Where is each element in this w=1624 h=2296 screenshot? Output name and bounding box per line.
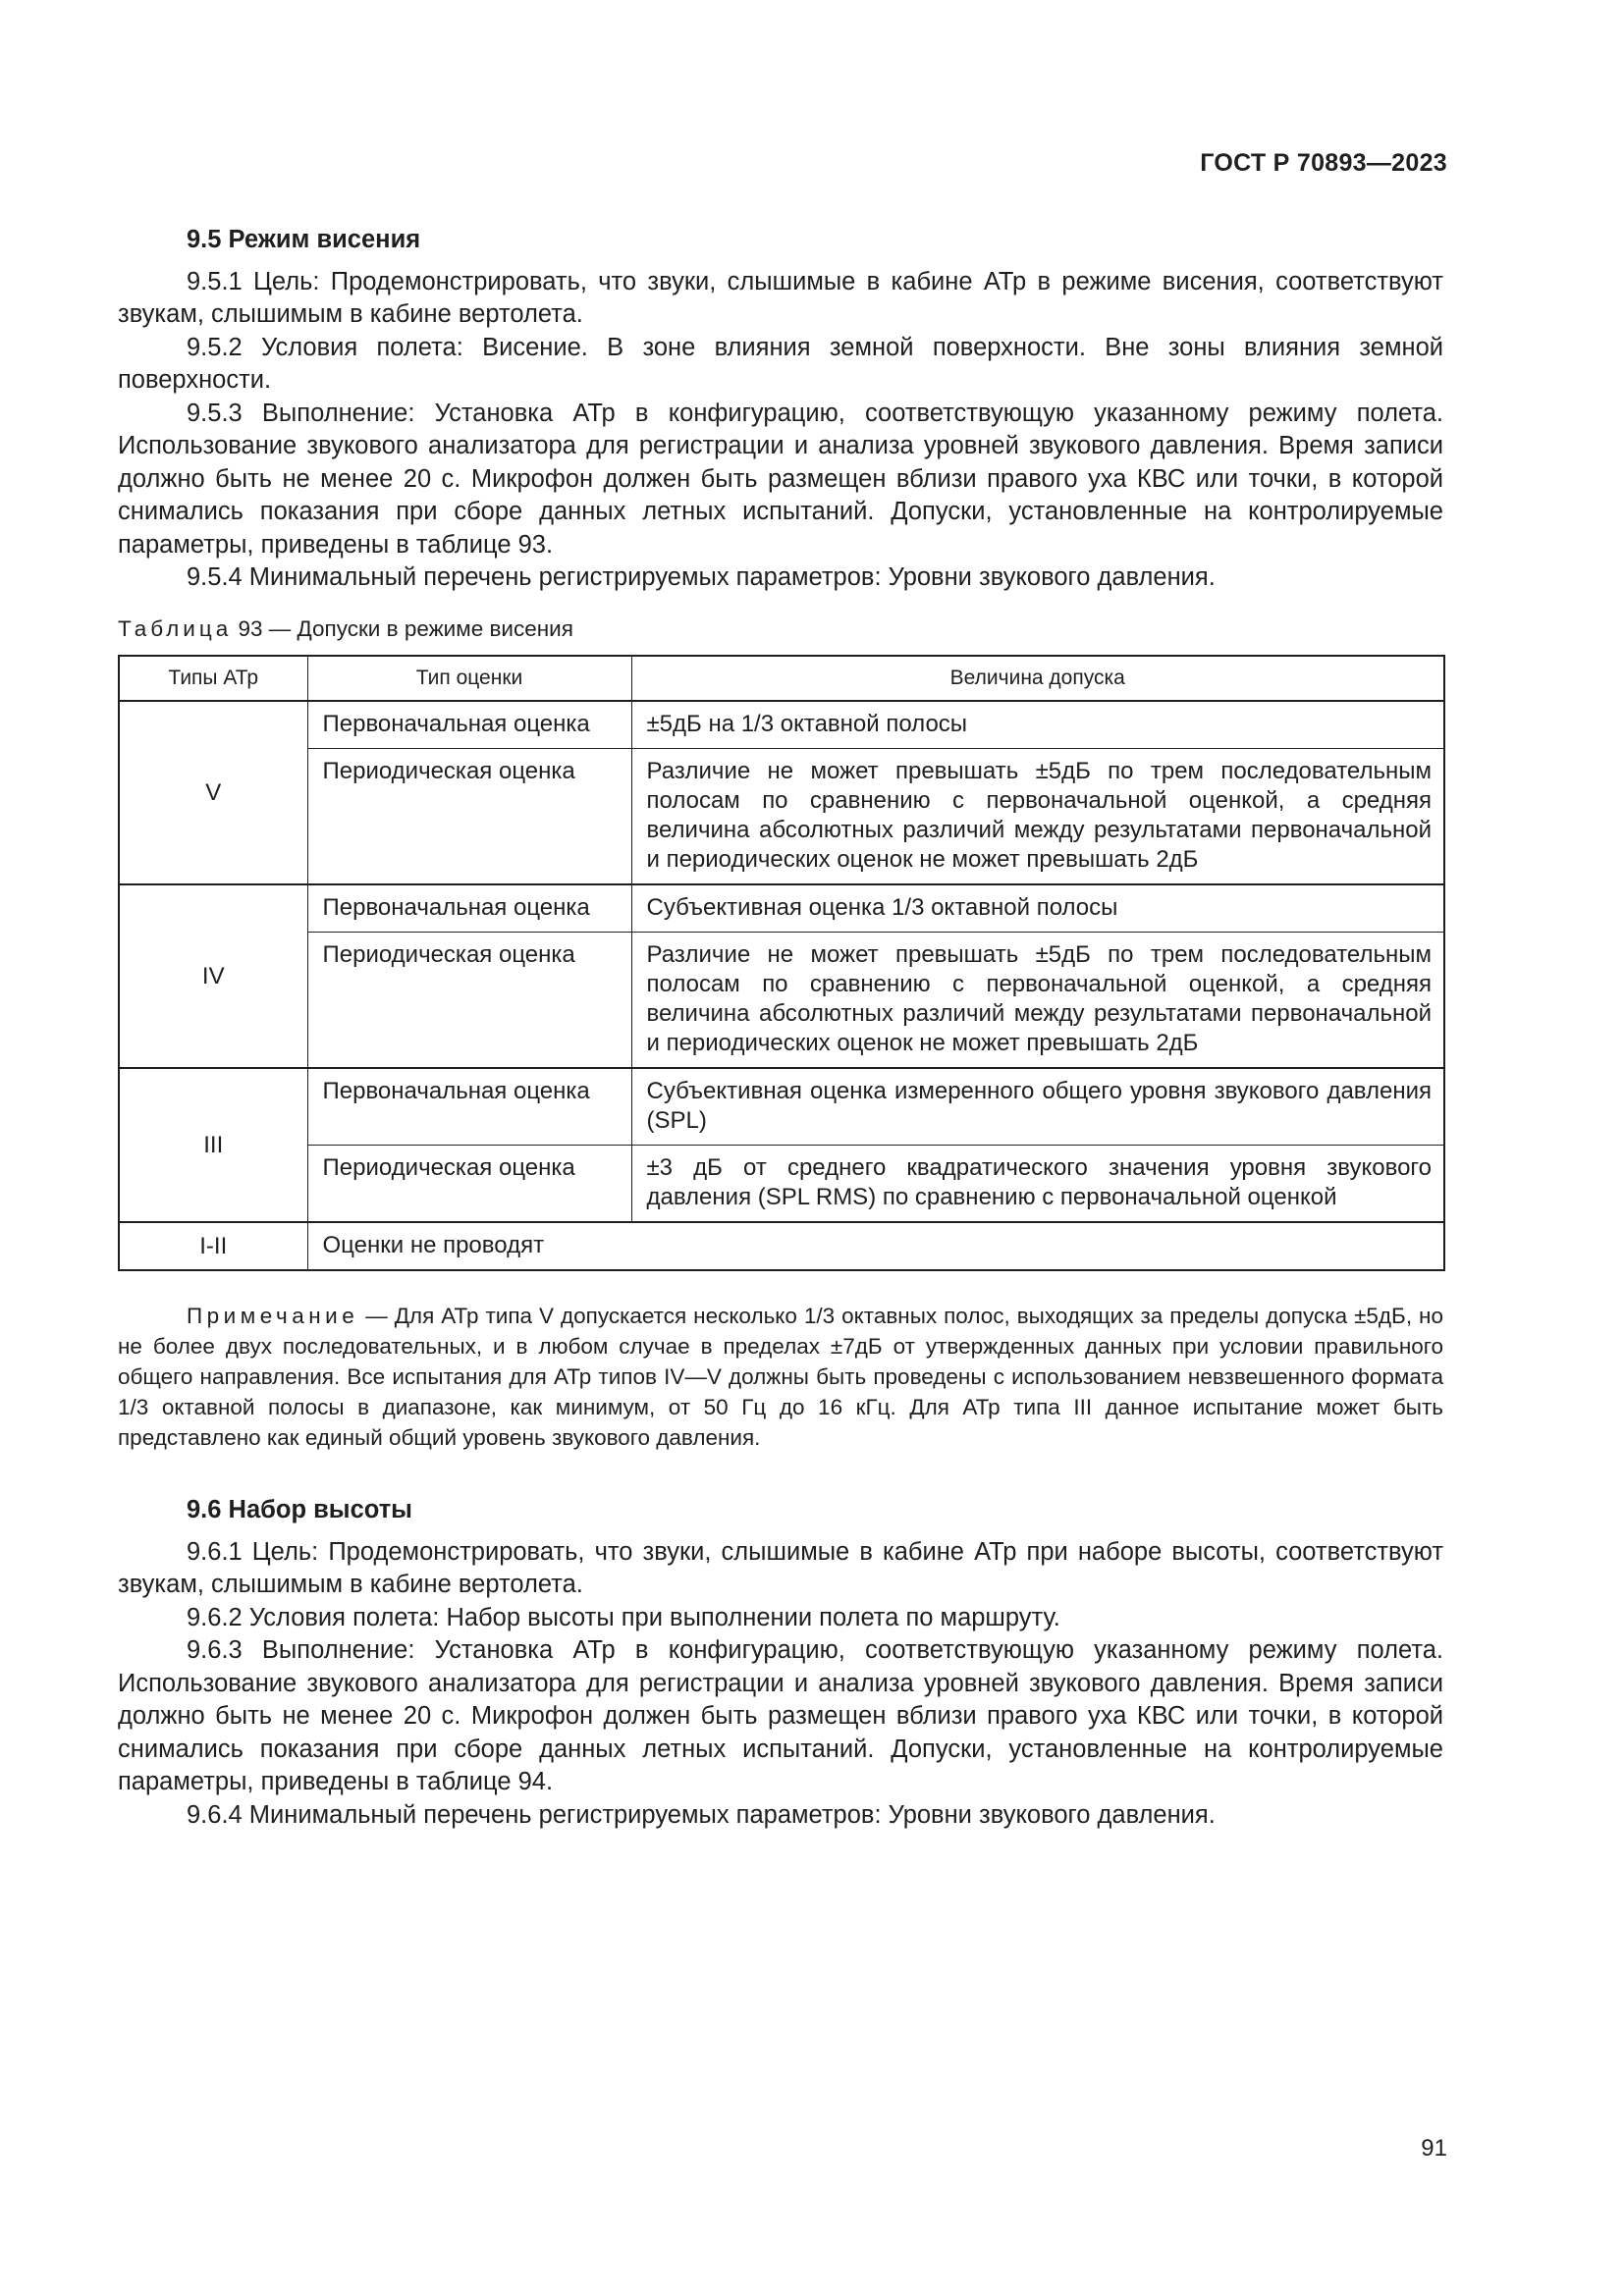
paragraph-9-6-4: 9.6.4 Минимальный перечень регистрируемых параметров: Уровни звукового давления. [187,1800,1216,1829]
paragraph-9-6-2: 9.6.2 Условия полета: Набор высоты при выполнении полета по маршруту. [187,1603,1060,1631]
page-number: 91 [1421,2135,1447,2162]
tolerance-cell: Различие не может превышать ±5дБ по трем последовательным полосам по сравнению с первоначальной оценкой, а средняя величина абсолютных различий между результатами первоначальной и периодических оценок не может превышать 2дБ [631,933,1444,1069]
table-header-row [119,656,1444,701]
section-title-9-5: 9.5 Режим висения [187,226,421,253]
tolerance-cell: ±5дБ на 1/3 октавной полосы [631,701,1444,749]
note-label: Примечание [187,1304,359,1328]
table-note [118,1301,1443,1453]
tolerance-table [118,655,1445,1271]
paragraph-9-5-2: 9.5.2 Условия полета: Висение. В зоне влияния земной поверхности. Вне зоны влияния земной поверхности. [118,333,1443,394]
table-row [119,933,1444,1069]
assessment-cell: Первоначальная оценка [307,701,631,749]
section-title-9-6: 9.6 Набор высоты [187,1496,412,1523]
table-row [119,1146,1444,1223]
table-row [119,884,1444,933]
table-caption-text: 93 — Допуски в режиме висения [238,615,573,641]
tolerance-cell: Субъективная оценка измеренного общего уровня звукового давления (SPL) [631,1068,1444,1146]
type-cell-i-ii: I-II [119,1222,307,1270]
table-row [119,1068,1444,1146]
tolerance-cell: ±3 дБ от среднего квадратического значения уровня звукового давления (SPL RMS) по сравнению с первоначальной оценкой [631,1146,1444,1223]
type-cell-v: V [119,701,307,884]
table-caption [118,613,1443,646]
paragraph-9-5-1: 9.5.1 Цель: Продемонстрировать, что звуки, слышимые в кабине АТр в режиме висения, соответствуют звукам, слышимым в кабине вертолета. [118,267,1443,328]
header-sim-types: Типы АТр [119,656,307,701]
note-text: — Для АТр типа V допускается несколько 1/3 октавных полос, выходящих за пределы допуска ±5дБ, но не более двух последовательных, и в любом случае в пределах ±7дБ от утвержденных данных при условии правильного общего направления. Все испытания для АТр типов IV—V должны быть проведены с использованием невзвешенного формата 1/3 октавной полосы в диапазоне, как минимум, от 50 Гц до 16 кГц. Для АТр типа III данное испытание может быть представлено как единый общий уровень звукового давления. [118,1304,1443,1450]
assessment-cell: Периодическая оценка [307,933,631,1069]
no-assessment-cell: Оценки не проводят [307,1222,1444,1270]
document-id: ГОСТ Р 70893—2023 [1200,149,1447,177]
paragraph-9-6-1: 9.6.1 Цель: Продемонстрировать, что звуки, слышимые в кабине АТр при наборе высоты, соответствуют звукам, слышимым в кабине вертолета. [118,1537,1443,1598]
type-cell-iv: IV [119,884,307,1068]
paragraph-9-5-3: 9.5.3 Выполнение: Установка АТр в конфигурацию, соответствующую указанному режиму полета. Использование звукового анализатора для регистрации и анализа уровней звукового давления. Время записи должно быть не менее 20 с. Микрофон должен быть размещен вблизи правого уха КВС или точки, в которой снимались показания при сборе данных летных испытаний. Допуски, установленные на контролируемые параметры, приведены в таблице 93. [118,399,1443,559]
assessment-cell: Первоначальная оценка [307,1068,631,1146]
assessment-cell: Периодическая оценка [307,749,631,885]
assessment-cell: Периодическая оценка [307,1146,631,1223]
table-row [119,701,1444,749]
tolerance-cell: Субъективная оценка 1/3 октавной полосы [631,884,1444,933]
table-row [119,749,1444,885]
assessment-cell: Первоначальная оценка [307,884,631,933]
header-assessment-type: Тип оценки [307,656,631,701]
page-content [118,224,1443,1832]
paragraph-9-5-4: 9.5.4 Минимальный перечень регистрируемых параметров: Уровни звукового давления. [187,563,1216,591]
table-caption-label: Таблица [118,615,233,641]
tolerance-cell: Различие не может превышать ±5дБ по трем последовательным полосам по сравнению с первоначальной оценкой, а средняя величина абсолютных различий между результатами первоначальной и периодических оценок не может превышать 2дБ [631,749,1444,885]
table-row [119,1222,1444,1270]
header-tolerance-value: Величина допуска [631,656,1444,701]
paragraph-9-6-3: 9.6.3 Выполнение: Установка АТр в конфигурацию, соответствующую указанному режиму полета. Использование звукового анализатора для регистрации и анализа уровней звукового давления. Время записи должно быть не менее 20 с. Микрофон должен быть размещен вблизи правого уха КВС или точки, в которой снимались показания при сборе данных летных испытаний. Допуски, установленные на контролируемые параметры, приведены в таблице 94. [118,1636,1443,1795]
type-cell-iii: III [119,1068,307,1222]
